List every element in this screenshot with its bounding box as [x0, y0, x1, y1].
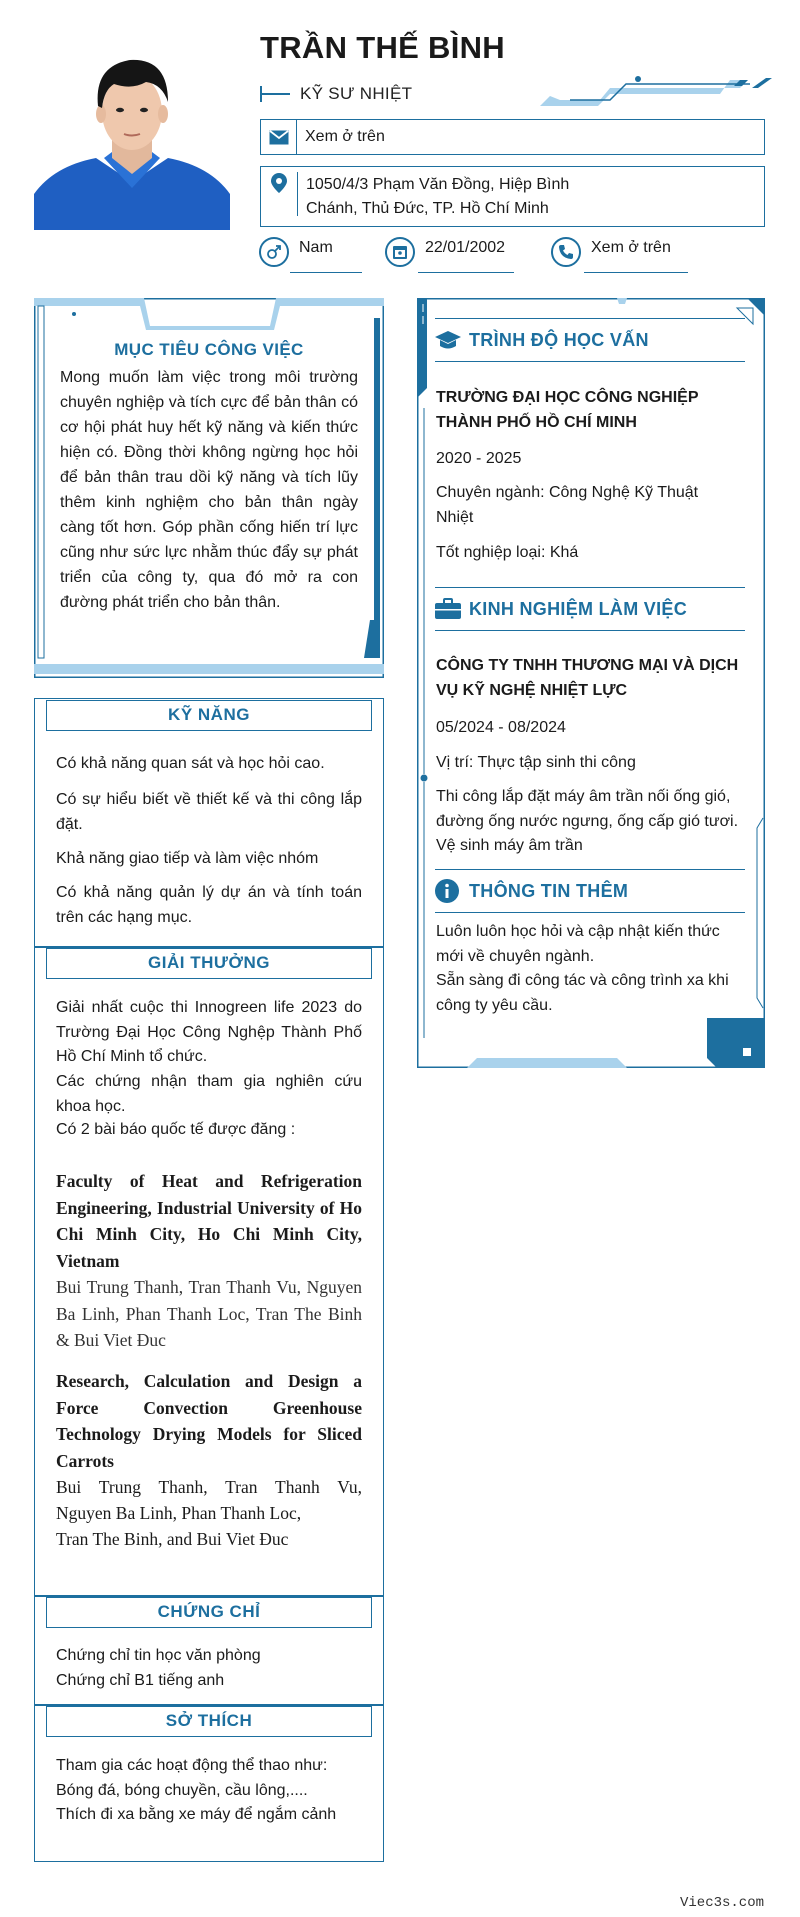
objective-text: Mong muốn làm việc trong môi trường chuyên nghiệp và tích cực để bản thân có cơ hội phát huy hết kỹ năng và kiến thức hiện có. Đồng thời không ngừng học hỏi để bản thân trau dồi kỹ năng và tích lũy thêm kinh nghiệm cho bản thân ngày càng tốt hơn. Góp phần cống hiến trí lực cũng như sức lực nhằm thúc đẩy sự phát triển của công ty, qua đó mở ra con đường phát triển cho bản thân.: [60, 369, 358, 611]
company-name: CÔNG TY TNHH THƯƠNG MẠI VÀ DỊCH VỤ KỸ NGHỆ NHIỆT LỰC: [436, 657, 739, 699]
briefcase-icon: [435, 598, 469, 620]
email-box: [260, 119, 765, 155]
hobby-item: Bóng đá, bóng chuyền, cầu lông,....: [56, 1782, 308, 1799]
gender-item: [259, 234, 333, 270]
email-icon: [261, 120, 297, 154]
phone-value: Xem ở trên: [591, 239, 671, 256]
extra-info-title: THÔNG TIN THÊM: [469, 880, 629, 901]
education-header: [435, 318, 745, 362]
certificate-item: Chứng chỉ B1 tiếng anh: [56, 1672, 225, 1689]
address-box: [260, 166, 765, 227]
skills-title: KỸ NĂNG: [46, 700, 372, 731]
footer-brand: Viec3s.com: [679, 1895, 764, 1911]
job-title-row: [260, 82, 412, 106]
gender-icon: [259, 237, 289, 267]
experience-description: Thi công lắp đặt máy âm trần nối ống gió, đường ống nước ngưng, ống cấp gió tươi. Vệ sinh máy âm trần: [436, 788, 739, 854]
location-pin-icon: [261, 167, 297, 226]
skill-item: Khả năng giao tiếp và làm việc nhóm: [56, 850, 319, 867]
hobby-item: Thích đi xa bằng xe máy để ngắm cảnh: [56, 1806, 337, 1823]
education-grade: Tốt nghiệp loại: Khá: [436, 544, 579, 561]
education-title: TRÌNH ĐỘ HỌC VẤN: [469, 329, 649, 350]
school-name: TRƯỜNG ĐẠI HỌC CÔNG NGHIỆP THÀNH PHỐ HỒ CHÍ MINH: [436, 389, 699, 431]
experience-position: Vị trí: Thực tập sinh thi công: [436, 754, 636, 771]
paper-authors: Tran The Binh, and Bui Viet Đuc: [56, 1529, 289, 1549]
education-period: 2020 - 2025: [436, 450, 522, 467]
paper-title: Faculty of Heat and Refrigeration Engineering, Industrial University of Ho Chi Minh City, Ho Chi Minh City, Vietnam: [56, 1171, 362, 1271]
paper-title: Research, Calculation and Design a Force Convection Greenhouse Technology Drying Models for Sliced Carrots: [56, 1371, 362, 1471]
job-title-marker: [260, 86, 290, 102]
education-major: Chuyên ngành: Công Nghệ Kỹ Thuật Nhiệt: [436, 484, 699, 526]
certificates-title: CHỨNG CHỈ: [46, 1597, 372, 1628]
hobby-item: Tham gia các hoạt động thể thao như:: [56, 1757, 328, 1774]
extra-info-line: Luôn luôn học hỏi và cập nhật kiến thức mới về chuyên ngành.: [436, 923, 720, 965]
calendar-icon: [385, 237, 415, 267]
gender-underline: [290, 272, 362, 273]
skill-item: Có khả năng quản lý dự án và tính toán trên các hạng mục.: [56, 884, 362, 926]
phone-icon: [551, 237, 581, 267]
gender-value: Nam: [299, 239, 333, 256]
experience-title: KINH NGHIỆM LÀM VIỆC: [469, 598, 688, 619]
phone-underline: [584, 272, 688, 273]
profile-photo: [34, 54, 230, 230]
paper-authors: Bui Trung Thanh, Tran Thanh Vu, Nguyen Ba Linh, Phan Thanh Loc, Tran The Binh & Bui Viet Đuc: [56, 1277, 362, 1350]
award-line: Có 2 bài báo quốc tế được đăng :: [56, 1121, 296, 1138]
experience-header: [435, 587, 745, 631]
birthday-value: 22/01/2002: [425, 239, 506, 256]
awards-title: GIẢI THƯỞNG: [46, 948, 372, 979]
objective-title: MỤC TIÊU CÔNG VIỆC: [114, 340, 304, 359]
phone-item: [551, 234, 671, 270]
email-value: Xem ở trên: [305, 128, 385, 145]
award-line: Các chứng nhận tham gia nghiên cứu khoa học.: [56, 1073, 362, 1115]
experience-period: 05/2024 - 08/2024: [436, 719, 566, 736]
graduation-cap-icon: [435, 329, 469, 351]
birthday-item: [385, 234, 505, 270]
hobbies-title: SỞ THÍCH: [46, 1706, 372, 1737]
job-title: KỸ SƯ NHIỆT: [300, 84, 413, 103]
skill-item: Có sự hiểu biết về thiết kế và thi công lắp đặt.: [56, 791, 362, 833]
address-value: [298, 173, 569, 221]
circuit-decoration: [540, 74, 772, 114]
address-line-1: 1050/4/3 Phạm Văn Đồng, Hiệp Bình: [306, 175, 570, 193]
extra-info-header: [435, 869, 745, 913]
certificate-item: Chứng chỉ tin học văn phòng: [56, 1647, 261, 1664]
candidate-name: TRẦN THẾ BÌNH: [260, 30, 505, 65]
paper-authors: Bui Trung Thanh, Tran Thanh Vu,: [56, 1477, 362, 1497]
info-icon: [435, 879, 469, 903]
birthday-underline: [418, 272, 514, 273]
award-line: Giải nhất cuộc thi Innogreen life 2023 do Trường Đại Học Công Nghệp Thành Phố Hồ Chí Minh tổ chức.: [56, 999, 362, 1065]
extra-info-line: Sẵn sàng đi công tác và công trình xa khi công ty yêu cầu.: [436, 972, 729, 1014]
paper-authors: Nguyen Ba Linh, Phan Thanh Loc,: [56, 1503, 302, 1523]
address-line-2: Chánh, Thủ Đức, TP. Hồ Chí Minh: [306, 199, 549, 217]
skill-item: Có khả năng quan sát và học hỏi cao.: [56, 755, 325, 772]
